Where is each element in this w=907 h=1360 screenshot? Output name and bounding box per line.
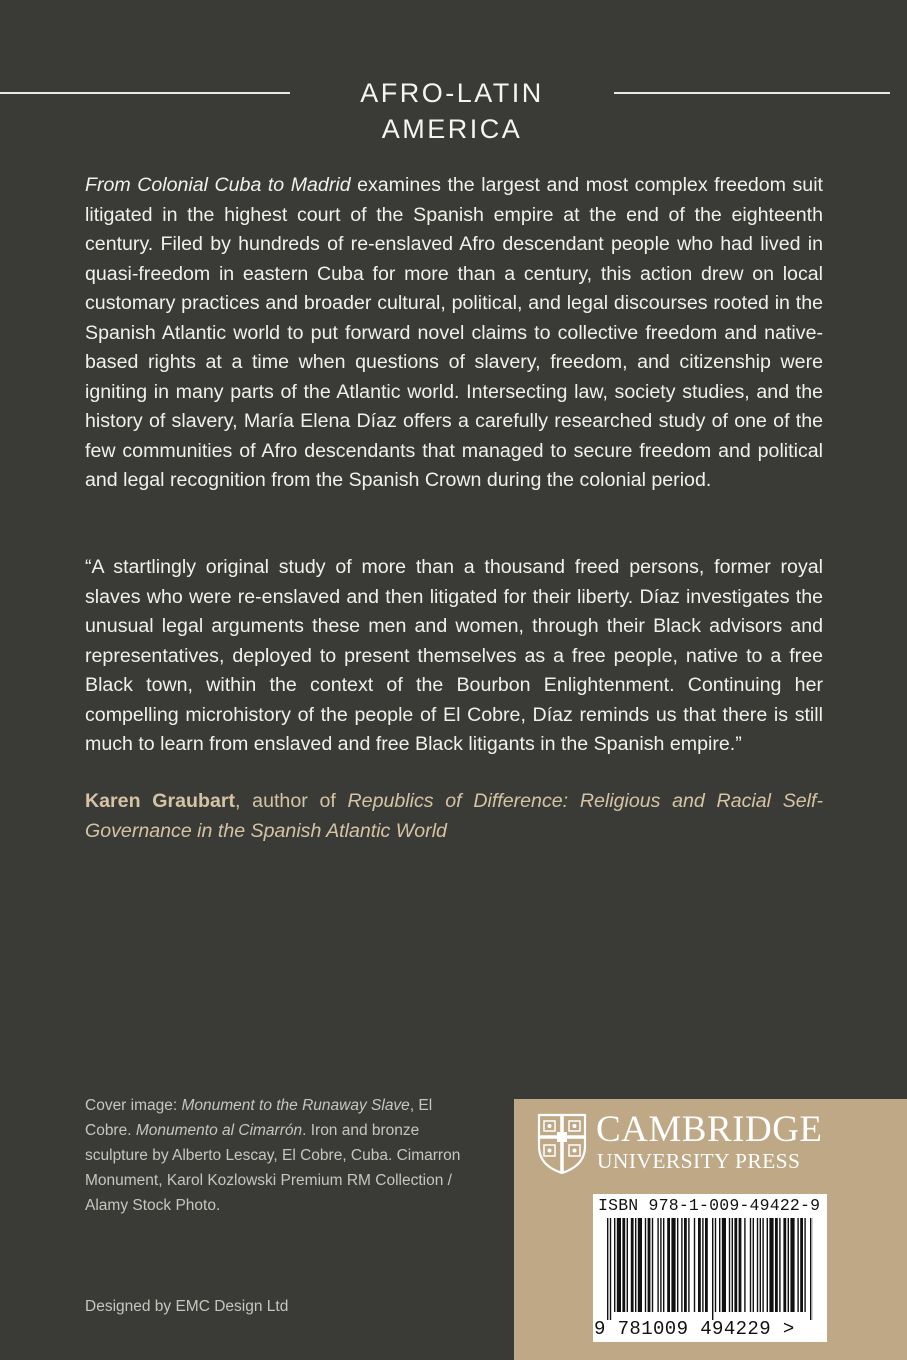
cover-credit-details: . Iron and bronze sculpture by Alberto Lescay, El Cobre, Cuba. Cimarron Monument, Karol Kozlowski Premium RM Collection / Alamy Stock Photo. [85, 1122, 461, 1214]
isbn-label: ISBN 978-1-009-49422-9 [598, 1196, 821, 1215]
cover-credit-location: , El Cobre. [85, 1097, 433, 1139]
barcode-digits: 9 781009 494229 > [594, 1318, 795, 1340]
endorser-role: , author of [235, 790, 348, 812]
cover-image-credit [85, 1093, 465, 1218]
barcode-icon [607, 1218, 813, 1320]
endorsement-attribution [85, 787, 823, 846]
series-header [0, 75, 907, 144]
series-rule-left [0, 92, 290, 94]
publisher-subtitle: UNIVERSITY PRESS [597, 1149, 801, 1173]
endorser-book-title: Republics of Difference: Religious and Racial Self-Governance in the Spanish Atlantic World [85, 790, 823, 842]
publisher-panel [514, 1099, 907, 1360]
book-description [85, 171, 823, 496]
endorsement-quote: “A startlingly original study of more than a thousand freed persons, former royal slaves who were re-enslaved and then litigated for their liberty. Díaz investigates the unusual legal arguments these men and women, through their Black advisors and representatives, deployed to present themselves as a free people, native to a free Black town, within the context of the Bourbon Enlightenment. Continuing her compelling microhistory of the people of El Cobre, Díaz reminds us that there is still much to learn from enslaved and free Black litigants in the Spanish empire.” [85, 556, 823, 755]
university-crest-icon [536, 1112, 588, 1174]
cover-credit-title-en: Monument to the Runaway Slave [181, 1097, 410, 1114]
book-title-italic: From Colonial Cuba to Madrid [85, 174, 351, 196]
cover-credit-title-es: Monumento al Cimarrón [135, 1122, 303, 1139]
designer-credit: Designed by EMC Design Ltd [85, 1298, 289, 1315]
book-description-text: examines the largest and most complex freedom suit litigated in the highest court of the Spanish empire at the end of the eighteenth century. Filed by hundreds of re-enslaved Afro descendant people who had lived in quasi-freedom in eastern Cuba for more than a century, this action drew on local customary practices and broader cultural, political, and legal discourses rooted in the Spanish Atlantic world to put forward novel claims to collective freedom and native-based rights at a time when questions of slavery, freedom, and citizenship were igniting in many parts of the Atlantic world. Intersecting law, society studies, and the history of slavery, María Elena Díaz offers a carefully researched study of one of the few communities of Afro descendants that managed to secure freedom and political and legal recognition from the Spanish Crown during the colonial period. [85, 174, 823, 491]
series-title: AFRO-LATIN AMERICA [360, 78, 544, 144]
series-rule-right [614, 92, 890, 94]
cover-credit-prefix: Cover image: [85, 1097, 182, 1114]
endorser-name: Karen Graubart [85, 790, 236, 812]
publisher-name: CAMBRIDGE [596, 1109, 823, 1150]
isbn-barcode [593, 1194, 827, 1342]
